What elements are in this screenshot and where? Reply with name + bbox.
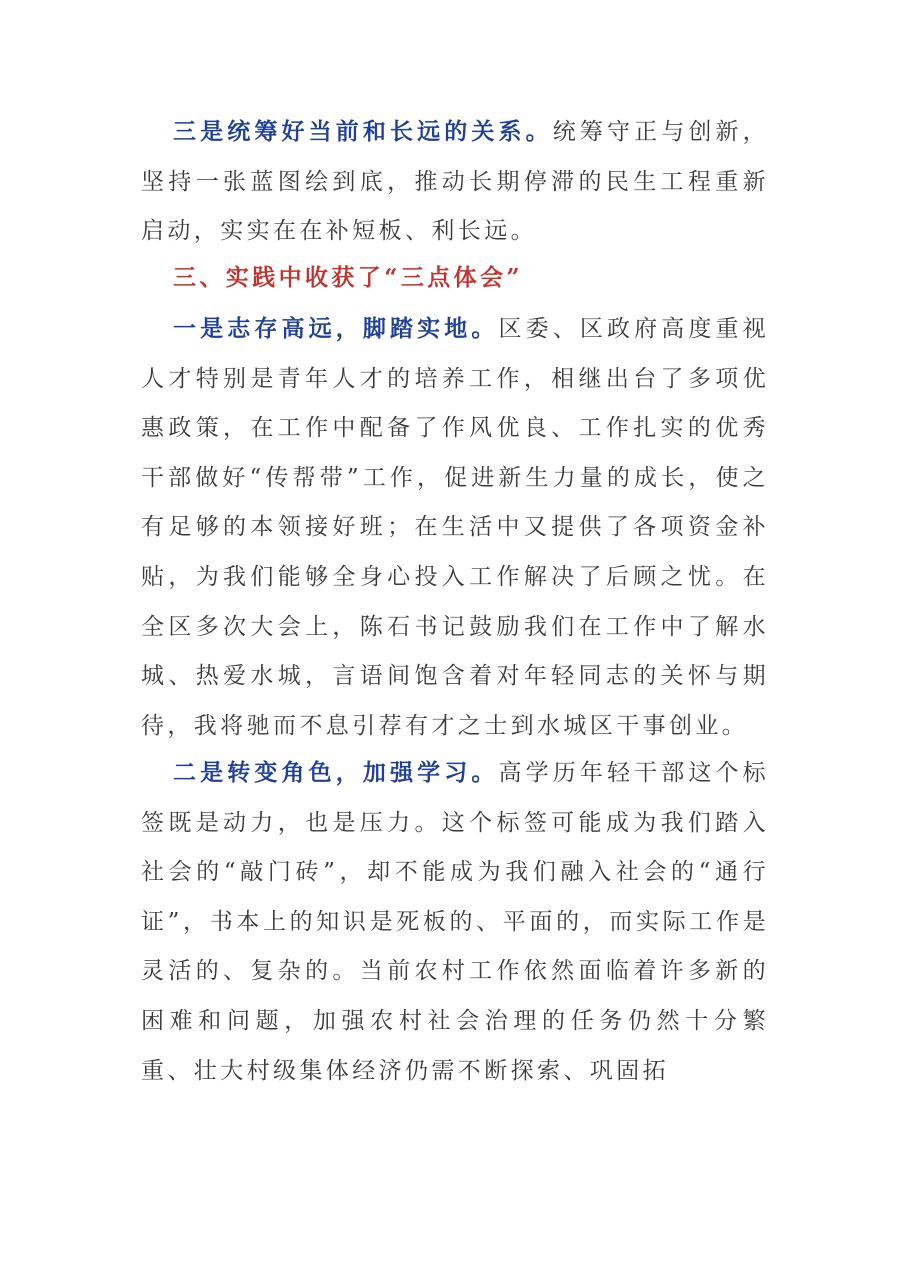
paragraph-overall-planning — [141, 107, 769, 257]
paragraph-lead: 三是统筹好当前和长远的关系。 — [173, 118, 553, 145]
paragraph-body: 区委、区政府高度重视人才特别是青年人才的培养工作，相继出台了多项优惠政策，在工作中配备了作风优良、工作扎实的优秀干部做好“传帮带”工作，促进新生力量的成长，使之有足够的本领接好班；在生活中又提供了各项资金补贴，为我们能够全身心投入工作解决了后顾之忧。在全区多次大会上，陈石书记鼓励我们在工作中了解水城、热爱水城，言语间饱含着对年轻同志的关怀与期待，我将驰而不息引荐有才之士到水城区干事创业。 — [141, 316, 769, 739]
paragraph-body: 高学历年轻干部这个标签既是动力，也是压力。这个标签可能成为我们踏入社会的“敲门砖”，却不能成为我们融入社会的“通行证”，书本上的知识是死板的、平面的，而实际工作是灵活的、复杂的。当前农村工作依然面临着许多新的困难和问题，加强农村社会治理的任务仍然十分繁重、壮大村级集体经济仍需不断探索、巩固拓 — [141, 760, 769, 1084]
paragraph-lead: 二是转变角色，加强学习。 — [173, 759, 499, 786]
section-heading: 三、实践中收获了“三点体会” — [173, 264, 524, 291]
paragraph-lead: 一是志存高远，脚踏实地。 — [173, 315, 499, 342]
paragraph-point-one — [141, 304, 769, 751]
paragraph-body: 统筹守正与创新，坚持一张蓝图绘到底，推动长期停滞的民生工程重新启动，实实在在补短板、利长远。 — [141, 119, 769, 245]
paragraph-point-two — [141, 748, 769, 1096]
